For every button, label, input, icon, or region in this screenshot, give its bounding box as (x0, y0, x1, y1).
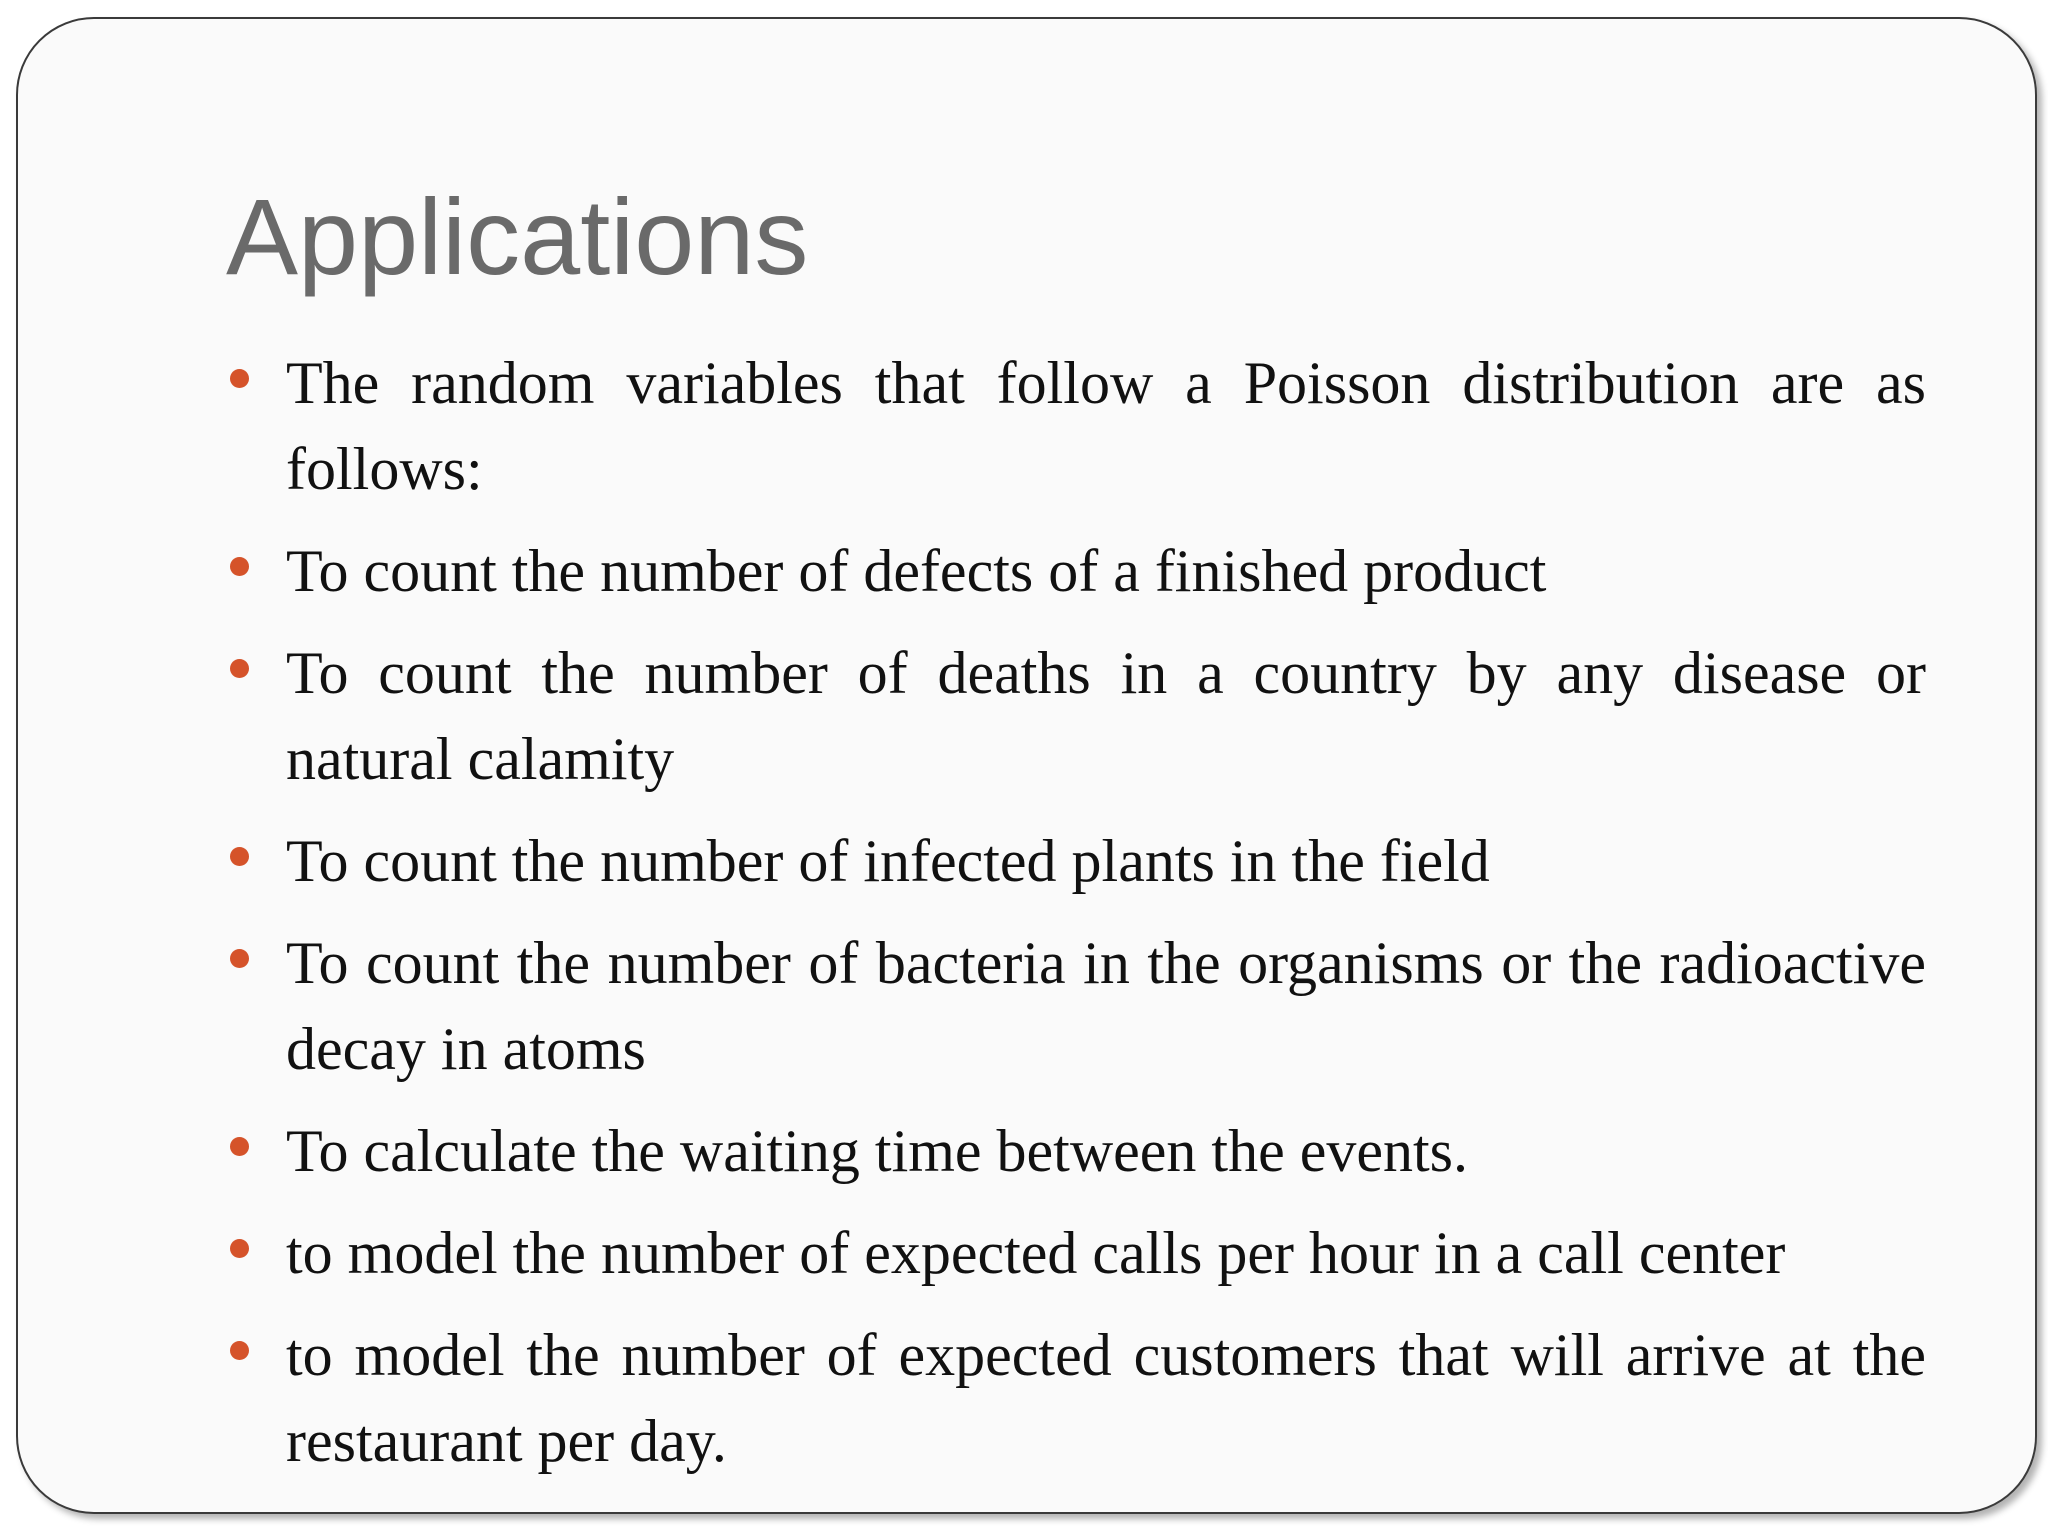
dot-bullet-icon (230, 557, 249, 576)
dot-bullet-icon (230, 1239, 249, 1258)
bullet-text: To count the number of bacteria in the organisms or the radioactive decay in atoms (286, 930, 1926, 1082)
bullet-text: To count the number of deaths in a country by any disease or natural calamity (286, 640, 1926, 792)
bullet-list (226, 340, 1926, 1500)
bullet-item (226, 1312, 1926, 1484)
bullet-item (226, 1108, 1926, 1194)
dot-bullet-icon (230, 949, 249, 968)
bullet-item (226, 920, 1926, 1092)
bullet-item (226, 528, 1926, 614)
bullet-text: To count the number of infected plants in the field (286, 828, 1490, 894)
bullet-text: to model the number of expected customers that will arrive at the restaurant per day. (286, 1322, 1926, 1474)
dot-bullet-icon (230, 1137, 249, 1156)
slide-title: Applications (226, 176, 809, 297)
bullet-item (226, 630, 1926, 802)
bullet-text: To count the number of defects of a finished product (286, 538, 1547, 604)
bullet-item (226, 818, 1926, 904)
dot-bullet-icon (230, 847, 249, 866)
dot-bullet-icon (230, 1341, 249, 1360)
dot-bullet-icon (230, 659, 249, 678)
bullet-text: The random variables that follow a Poisson distribution are as follows: (286, 350, 1926, 502)
bullet-item (226, 1210, 1926, 1296)
dot-bullet-icon (230, 369, 249, 388)
bullet-item (226, 340, 1926, 512)
bullet-text: To calculate the waiting time between the events. (286, 1118, 1469, 1184)
bullet-text: to model the number of expected calls per hour in a call center (286, 1220, 1786, 1286)
